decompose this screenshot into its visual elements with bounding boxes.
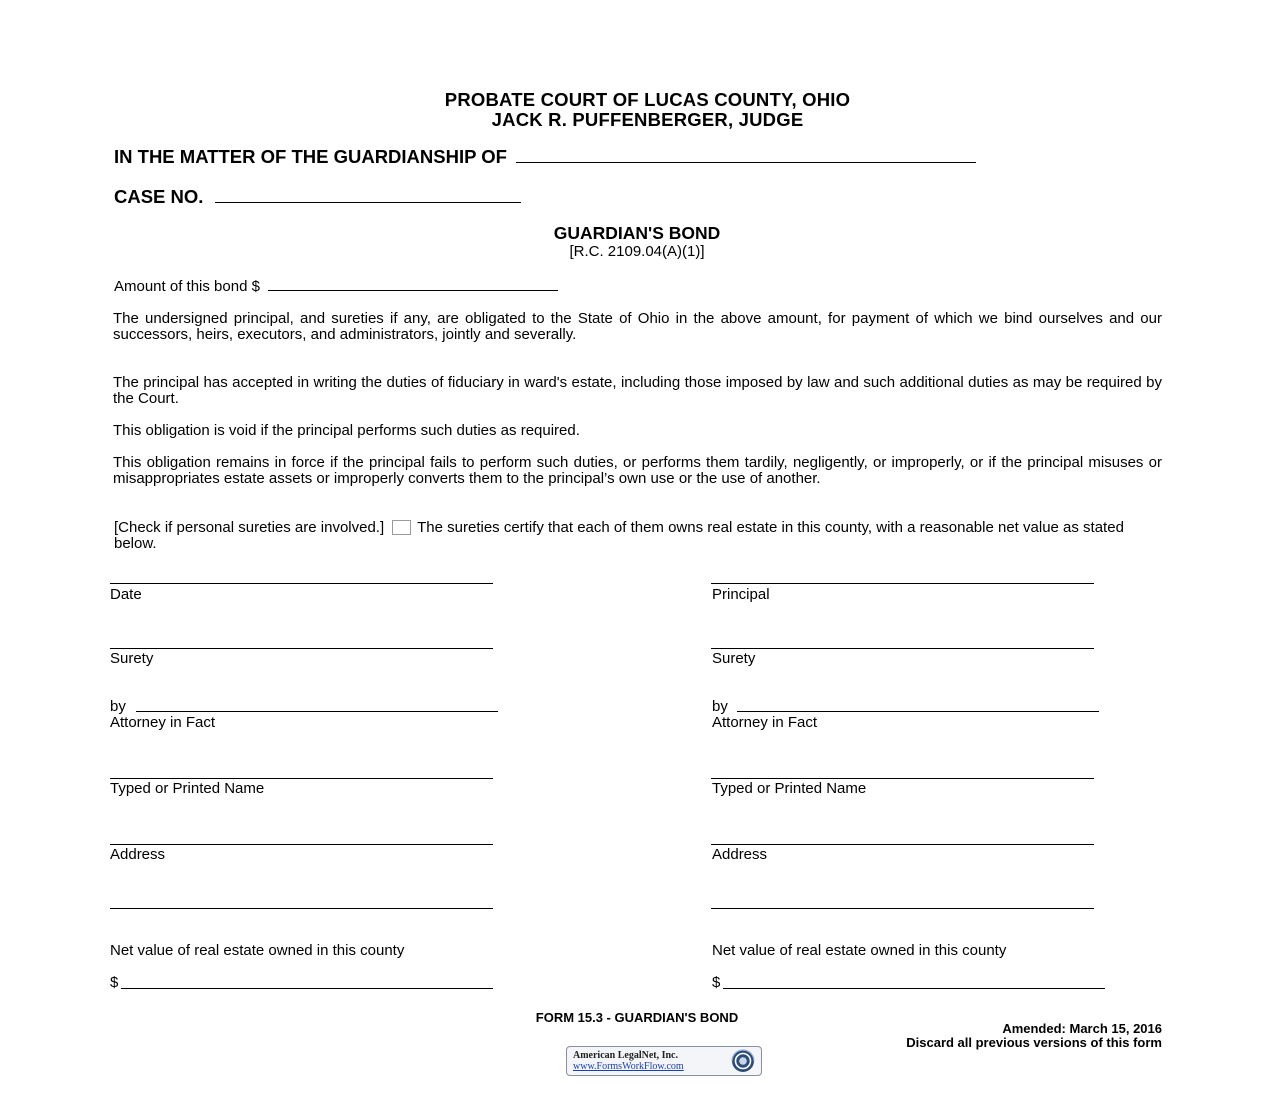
right-printed-name-line[interactable] (711, 778, 1094, 779)
right-address-line-1[interactable] (711, 844, 1094, 845)
check-prefix: [Check if personal sureties are involved.] (114, 519, 385, 536)
right-address-label: Address (712, 846, 768, 863)
left-address-line-2[interactable] (110, 908, 493, 909)
surety-certification (114, 520, 1162, 552)
guardianship-matter (114, 146, 976, 168)
bond-amount-field[interactable] (268, 278, 558, 291)
form-number: FORM 15.3 - GUARDIAN'S BOND (535, 1010, 739, 1025)
bond-amount-label: Amount of this bond $ (114, 278, 260, 295)
left-address-line-1[interactable] (110, 844, 493, 845)
left-attorney-label: Attorney in Fact (110, 714, 216, 731)
left-printed-name-label: Typed or Printed Name (110, 780, 265, 797)
revision-note (906, 1022, 1162, 1050)
right-net-value-line[interactable] (723, 988, 1105, 989)
right-attorney-label: Attorney in Fact (712, 714, 818, 731)
duties-paragraph: The principal has accepted in writing the duties of fiduciary in ward's estate, including those imposed by law and such additional duties as may be required by the Court. (113, 374, 1162, 407)
ward-name-field[interactable] (516, 146, 976, 163)
void-paragraph: This obligation is void if the principal performs such duties as required. (113, 422, 580, 439)
right-address-line-2[interactable] (711, 908, 1094, 909)
left-attorney-signature-line[interactable] (136, 711, 498, 712)
bond-amount (114, 278, 558, 295)
right-surety-signature-line[interactable] (711, 648, 1094, 649)
matter-label: IN THE MATTER OF THE GUARDIANSHIP OF (114, 146, 507, 167)
court-name: PROBATE COURT OF LUCAS COUNTY, OHIO (444, 89, 851, 110)
logo-website-link[interactable]: www.FormsWorkFlow.com (573, 1061, 684, 1072)
date-signature-line[interactable] (110, 583, 493, 584)
case-number-field[interactable] (215, 186, 521, 203)
left-surety-label: Surety (110, 650, 154, 667)
date-label: Date (110, 586, 142, 603)
left-dollar-sign: $ (110, 974, 119, 991)
right-surety-label: Surety (712, 650, 756, 667)
right-attorney-signature-line[interactable] (737, 711, 1099, 712)
form-title: GUARDIAN'S BOND (553, 223, 721, 243)
case-number (114, 186, 521, 208)
left-net-value-line[interactable] (121, 988, 493, 989)
logo-company-name: American LegalNet, Inc. (573, 1050, 678, 1061)
surety-checkbox[interactable] (392, 520, 411, 535)
left-printed-name-line[interactable] (110, 778, 493, 779)
left-net-value-label: Net value of real estate owned in this county (110, 942, 405, 959)
check-text: The sureties certify that each of them owns real estate in this county, with a reasonable net value as stated below. (114, 519, 1124, 552)
globe-emblem-icon (728, 1048, 758, 1074)
judge-name: JACK R. PUFFENBERGER, JUDGE (491, 109, 804, 130)
right-printed-name-label: Typed or Printed Name (712, 780, 867, 797)
principal-signature-line[interactable] (711, 583, 1094, 584)
left-surety-signature-line[interactable] (110, 648, 493, 649)
case-label: CASE NO. (114, 186, 204, 207)
obligation-paragraph: The undersigned principal, and sureties if any, are obligated to the State of Ohio in the above amount, for payment of which we bind ourselves and our successors, heirs, executors, and administrators, jointly and severally. (113, 310, 1162, 343)
right-dollar-sign: $ (712, 974, 721, 991)
discard-notice: Discard all previous versions of this form (906, 1035, 1162, 1050)
right-net-value-label: Net value of real estate owned in this county (712, 942, 1007, 959)
right-by-label: by (712, 698, 728, 715)
force-paragraph: This obligation remains in force if the principal fails to perform such duties, or performs them tardily, negligently, or improperly, or if the principal misuses or misappropriates estate assets or improperly converts them to the principal’s own use or the use of another. (113, 454, 1162, 487)
principal-label: Principal (712, 586, 770, 603)
statute-citation: [R.C. 2109.04(A)(1)] (569, 243, 705, 260)
left-address-label: Address (110, 846, 166, 863)
american-legalnet-logo[interactable] (566, 1046, 762, 1076)
amended-date: Amended: March 15, 2016 (1002, 1021, 1162, 1036)
left-by-label: by (110, 698, 126, 715)
